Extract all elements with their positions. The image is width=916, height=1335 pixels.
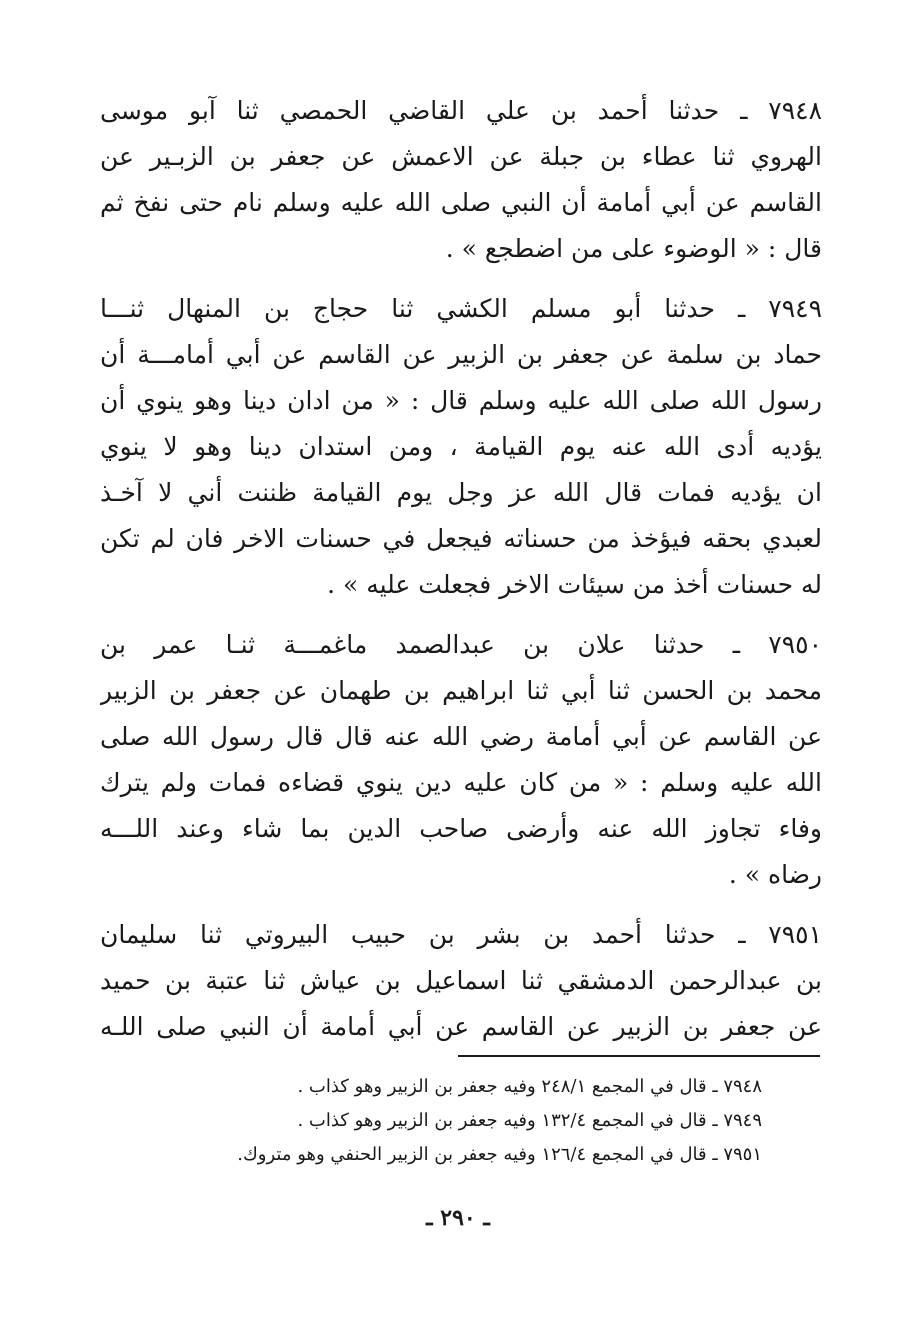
hadith-line: قال : « الوضوء على من اضطجع » .: [445, 234, 822, 263]
hadith-7951: [100, 912, 822, 1050]
footnote-7949: ٧٩٤٩ ـ قال في المجمع ١٣٢/٤ وفيه جعفر بن الزبير وهو كذاب .: [297, 1110, 762, 1131]
hadith-7949: [100, 286, 822, 608]
hadith-line: بن عبدالرحمن الدمشقي ثنا اسماعيل بن عياش ثنا عتبة بن حميد: [100, 966, 822, 995]
hadith-line: لعبدي بحقه فيؤخذ من حسناته فيجعل في حسنات الاخر فان لم تكن: [100, 524, 822, 553]
hadith-line: عن جعفر بن الزبير عن القاسم عن أبي أمامة أن النبي صلى اللـه: [100, 1012, 822, 1041]
hadith-line: حماد بن سلمة عن جعفر بن الزبير عن القاسم عن أبي أمامـــة أن: [100, 340, 822, 369]
hadith-line: رضاه » .: [728, 860, 822, 889]
hadith-line: ٧٩٥٠ ـ حدثنا علان بن عبدالصمد ماغمـــة ثنـا عمر بن: [100, 630, 822, 659]
hadith-line: له حسنات أخذ من سيئات الاخر فجعلت عليه » .: [327, 570, 822, 599]
page-body: [100, 88, 822, 1064]
hadith-line: ان يؤديه فمات قال الله عز وجل يوم القيامة ظننت أني لا آخـذ: [100, 478, 822, 507]
page-number: ـ ٢٩٠ ـ: [426, 1205, 490, 1231]
hadith-line: ٧٩٤٩ ـ حدثنا أبو مسلم الكشي ثنا حجاج بن المنهال ثنـــا: [100, 294, 822, 323]
hadith-7950: [100, 622, 822, 898]
hadith-line: الهروي ثنا عطاء بن جبلة عن الاعمش عن جعفر بن الزبـير عن: [100, 142, 822, 171]
footnote-7951: ٧٩٥١ ـ قال في المجمع ١٢٦/٤ وفيه جعفر بن الزبير الحنفي وهو متروك.: [237, 1144, 762, 1165]
hadith-line: الله عليه وسلم : « من كان عليه دين ينوي قضاءه فمات ولم يترك: [100, 768, 822, 797]
hadith-line: ٧٩٥١ ـ حدثنا أحمد بن بشر بن حبيب البيروتي ثنا سليمان: [100, 920, 822, 949]
footnote-7948: ٧٩٤٨ ـ قال في المجمع ٢٤٨/١ وفيه جعفر بن الزبير وهو كذاب .: [297, 1076, 762, 1097]
hadith-7948: [100, 88, 822, 272]
hadith-line: محمد بن الحسن ثنا أبي ثنا ابراهيم بن طهمان عن جعفر بن الزبير: [100, 676, 822, 705]
hadith-line: عن القاسم عن أبي أمامة رضي الله عنه قال قال رسول الله صلى: [100, 722, 822, 751]
footnote-divider: [458, 1055, 820, 1057]
hadith-line: ٧٩٤٨ ـ حدثنا أحمد بن علي القاضي الحمصي ثنا آبو موسى: [100, 96, 822, 125]
hadith-line: يؤديه أدى الله عنه يوم القيامة ، ومن استدان دينا وهو لا ينوي: [100, 432, 822, 461]
hadith-line: وفاء تجاوز الله عنه وأرضى صاحب الدين بما شاء وعند اللـــه: [100, 814, 822, 843]
footnotes: [120, 1070, 762, 1172]
hadith-line: رسول الله صلى الله عليه وسلم قال : « من ادان دينا وهو ينوي أن: [100, 386, 822, 415]
hadith-line: القاسم عن أبي أمامة أن النبي صلى الله عليه وسلم نام حتى نفخ ثم: [100, 188, 822, 217]
